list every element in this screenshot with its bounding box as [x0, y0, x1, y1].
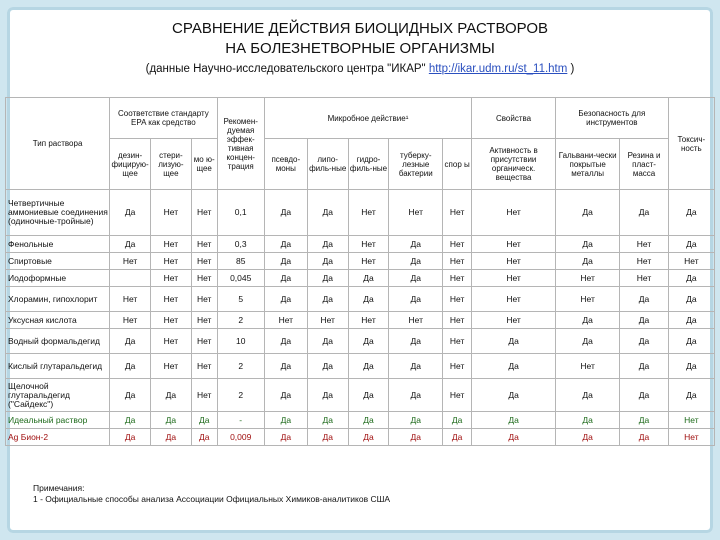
header-organic-activity: Активность в присутствии органическ. вещества — [472, 139, 556, 190]
header-sterilizing: стери-лизую-щее — [150, 139, 191, 190]
header-type: Тип раствора — [6, 98, 110, 190]
table-cell: Да — [555, 253, 619, 270]
table-cell: - — [217, 412, 264, 429]
table-cell: Нет — [555, 287, 619, 312]
row-name: Уксусная кислота — [6, 312, 110, 329]
table-row — [6, 429, 715, 446]
table-row — [6, 329, 715, 354]
table-cell: Нет — [472, 236, 556, 253]
table-cell: Да — [443, 412, 472, 429]
table-row — [6, 412, 715, 429]
header-concentration: Рекомен-дуемая эффек-тивная концен-трация — [217, 98, 264, 190]
table-cell: Нет — [472, 312, 556, 329]
table-cell: Нет — [443, 253, 472, 270]
table-cell: Нет — [110, 312, 151, 329]
table-row — [6, 312, 715, 329]
table-cell: 0,3 — [217, 236, 264, 253]
table-cell: Нет — [443, 270, 472, 287]
table-cell: Да — [668, 287, 714, 312]
table-cell: Да — [555, 379, 619, 412]
table-cell: Да — [110, 354, 151, 379]
table-cell: Нет — [620, 236, 668, 253]
row-name: Ag Бион-2 — [6, 429, 110, 446]
table-row — [6, 190, 715, 236]
table-cell: Нет — [150, 354, 191, 379]
table-cell: Нет — [348, 253, 389, 270]
table-cell: Да — [389, 354, 443, 379]
table-cell: Да — [620, 429, 668, 446]
table-cell: Да — [348, 287, 389, 312]
table-cell: Да — [472, 354, 556, 379]
subtitle-prefix: (данные Научно-исследовательского центра "ИКАР" — [145, 63, 429, 75]
table-cell: Нет — [668, 253, 714, 270]
table-cell: Да — [668, 236, 714, 253]
table-cell: Да — [264, 412, 307, 429]
table-cell: Да — [348, 270, 389, 287]
footnote-text: 1 - Официальные способы анализа Ассоциации Официальных Химиков-аналитиков США — [33, 494, 391, 504]
subtitle-suffix: ) — [567, 63, 575, 75]
table-cell: 0,045 — [217, 270, 264, 287]
table-cell: Да — [150, 429, 191, 446]
table-cell: Нет — [555, 354, 619, 379]
table-cell: Да — [191, 429, 217, 446]
table-cell: Да — [264, 253, 307, 270]
table-cell: Нет — [668, 429, 714, 446]
header-safety: Безопасность для инструментов — [555, 98, 668, 139]
row-name: Фенольные — [6, 236, 110, 253]
table-cell: Нет — [668, 412, 714, 429]
table-cell: Нет — [264, 312, 307, 329]
table-cell: Нет — [191, 329, 217, 354]
table-cell: Нет — [443, 190, 472, 236]
table-cell: 5 — [217, 287, 264, 312]
table-cell: Да — [307, 190, 348, 236]
table-cell: Да — [307, 379, 348, 412]
table-cell: Нет — [150, 190, 191, 236]
table-cell: Да — [348, 412, 389, 429]
table-cell: Да — [620, 379, 668, 412]
table-cell: Да — [110, 429, 151, 446]
table-cell: Нет — [620, 270, 668, 287]
table-cell: Нет — [389, 312, 443, 329]
title-line-2: НА БОЛЕЗНЕТВОРНЫЕ ОРГАНИЗМЫ — [225, 40, 495, 57]
table-cell: Нет — [389, 190, 443, 236]
table-cell: 2 — [217, 312, 264, 329]
row-name: Хлорамин, гипохлорит — [6, 287, 110, 312]
table-cell: Да — [472, 412, 556, 429]
comparison-table — [5, 97, 715, 446]
table-cell: Да — [620, 287, 668, 312]
table-cell: Да — [668, 270, 714, 287]
table-cell: Да — [389, 412, 443, 429]
table-cell: Нет — [348, 236, 389, 253]
table-cell: Нет — [555, 270, 619, 287]
table-cell: Да — [668, 329, 714, 354]
header-epa: Соответствие стандарту EPA как средство — [110, 98, 217, 139]
table-cell: 10 — [217, 329, 264, 354]
row-name: Идеальный раствор — [6, 412, 110, 429]
table-cell: Да — [472, 429, 556, 446]
table-cell: Нет — [191, 312, 217, 329]
table-cell: Да — [150, 412, 191, 429]
table-cell: Да — [389, 379, 443, 412]
table-cell: Нет — [620, 253, 668, 270]
table-cell: Да — [110, 190, 151, 236]
header-rubber-plastic: Резина и пласт-масса — [620, 139, 668, 190]
table-cell: Да — [110, 379, 151, 412]
table-cell: Да — [307, 329, 348, 354]
header-toxicity: Токсич-ность — [668, 98, 714, 190]
table-cell: Да — [110, 329, 151, 354]
source-link[interactable]: http://ikar.udm.ru/st_11.htm — [428, 63, 568, 75]
table-cell: Да — [264, 379, 307, 412]
table-cell: Нет — [472, 270, 556, 287]
table-cell: Нет — [150, 312, 191, 329]
table-cell: Нет — [443, 236, 472, 253]
title-line-1: СРАВНЕНИЕ ДЕЙСТВИЯ БИОЦИДНЫХ РАСТВОРОВ — [171, 20, 548, 37]
table-cell: Да — [110, 412, 151, 429]
table-cell: Да — [307, 270, 348, 287]
header-plated-metals: Гальвани-чески покрытые металлы — [555, 139, 619, 190]
table-row — [6, 236, 715, 253]
table-cell: Да — [472, 379, 556, 412]
table-cell: Да — [620, 190, 668, 236]
table-cell: Да — [264, 270, 307, 287]
footnote-title: Примечания: — [33, 483, 85, 493]
table-cell: Да — [348, 329, 389, 354]
table-cell: Да — [555, 429, 619, 446]
table-cell: Нет — [191, 379, 217, 412]
table-cell: Нет — [150, 329, 191, 354]
table-row — [6, 354, 715, 379]
table-row — [6, 287, 715, 312]
table-cell: Да — [668, 354, 714, 379]
table-cell: Да — [389, 329, 443, 354]
table-cell: Нет — [443, 354, 472, 379]
table-cell: Да — [264, 236, 307, 253]
table-cell: Да — [620, 312, 668, 329]
table-cell: Нет — [348, 190, 389, 236]
table-cell: Да — [472, 329, 556, 354]
table-cell: Да — [555, 412, 619, 429]
table-cell: Да — [668, 190, 714, 236]
header-microbial: Микробное действие¹ — [264, 98, 471, 139]
table-body — [6, 190, 715, 446]
header-tuberculosis: туберку-лезные бактерии — [389, 139, 443, 190]
table-cell: Нет — [472, 287, 556, 312]
table-cell: Нет — [443, 329, 472, 354]
table-cell: Да — [191, 412, 217, 429]
table-cell: Нет — [348, 312, 389, 329]
table-cell: Да — [389, 287, 443, 312]
row-name: Водный формальдегид — [6, 329, 110, 354]
table-cell: Нет — [110, 253, 151, 270]
table-cell: Нет — [443, 287, 472, 312]
table-cell: 2 — [217, 379, 264, 412]
table-cell: Нет — [191, 190, 217, 236]
table-cell: Да — [307, 354, 348, 379]
header-spores: спор ы — [443, 139, 472, 190]
table-cell: Да — [389, 236, 443, 253]
table-cell: Да — [389, 253, 443, 270]
table-cell: Да — [307, 236, 348, 253]
table-cell: Да — [150, 379, 191, 412]
table-cell: Нет — [150, 270, 191, 287]
table-cell: Да — [264, 329, 307, 354]
row-name: Четвертичные аммониевые соединения (одиночные-тройные) — [6, 190, 110, 236]
table-cell: Нет — [150, 287, 191, 312]
header-lipophilic: липо-филь-ные — [307, 139, 348, 190]
table-cell: Нет — [150, 236, 191, 253]
table-cell: Нет — [443, 312, 472, 329]
footnote — [33, 483, 390, 505]
table-cell: Да — [264, 354, 307, 379]
table-cell: Нет — [472, 253, 556, 270]
table-cell: Да — [110, 236, 151, 253]
table-cell: Нет — [110, 287, 151, 312]
table-cell: Да — [389, 429, 443, 446]
table-cell: Да — [555, 236, 619, 253]
table-cell: Да — [668, 312, 714, 329]
table-cell: Нет — [443, 379, 472, 412]
row-name: Щелочной глутаральдегид ("Сайдекс") — [6, 379, 110, 412]
table-cell: Нет — [307, 312, 348, 329]
table-cell: Да — [620, 329, 668, 354]
row-name: Иодоформные — [6, 270, 110, 287]
row-name: Спиртовые — [6, 253, 110, 270]
header-washing: мо ю-щее — [191, 139, 217, 190]
table-cell: Да — [620, 354, 668, 379]
table-cell: Да — [555, 190, 619, 236]
table-cell: Да — [443, 429, 472, 446]
table-cell: Да — [389, 270, 443, 287]
table-cell: Да — [620, 412, 668, 429]
table-cell: Да — [348, 429, 389, 446]
header-disinfecting: дезин-фицирую-щее — [110, 139, 151, 190]
table-cell: Да — [307, 253, 348, 270]
table-cell: Нет — [191, 253, 217, 270]
table-cell: 2 — [217, 354, 264, 379]
table-cell: Нет — [472, 190, 556, 236]
table-row — [6, 253, 715, 270]
table-cell: Да — [307, 412, 348, 429]
table-cell: 0,009 — [217, 429, 264, 446]
table-cell: Да — [555, 329, 619, 354]
table-cell: Нет — [191, 287, 217, 312]
table-cell: Да — [264, 287, 307, 312]
table-cell: Да — [555, 312, 619, 329]
table-cell: Да — [264, 429, 307, 446]
subtitle — [0, 63, 720, 75]
header-hydrophilic: гидро-филь-ные — [348, 139, 389, 190]
table-cell: Да — [348, 379, 389, 412]
table-cell: Нет — [191, 236, 217, 253]
table-cell — [110, 270, 151, 287]
row-name: Кислый глутаральдегид — [6, 354, 110, 379]
header-properties: Свойства — [472, 98, 556, 139]
table-cell: 85 — [217, 253, 264, 270]
table-cell: Да — [668, 379, 714, 412]
table-cell: Нет — [191, 354, 217, 379]
table-row — [6, 379, 715, 412]
table-cell: 0,1 — [217, 190, 264, 236]
table-cell: Нет — [150, 253, 191, 270]
table-cell: Да — [307, 287, 348, 312]
table-row — [6, 270, 715, 287]
table-cell: Да — [264, 190, 307, 236]
table-cell: Да — [348, 354, 389, 379]
header-pseudomonas: псевдо-моны — [264, 139, 307, 190]
table-cell: Да — [307, 429, 348, 446]
table-cell: Нет — [191, 270, 217, 287]
